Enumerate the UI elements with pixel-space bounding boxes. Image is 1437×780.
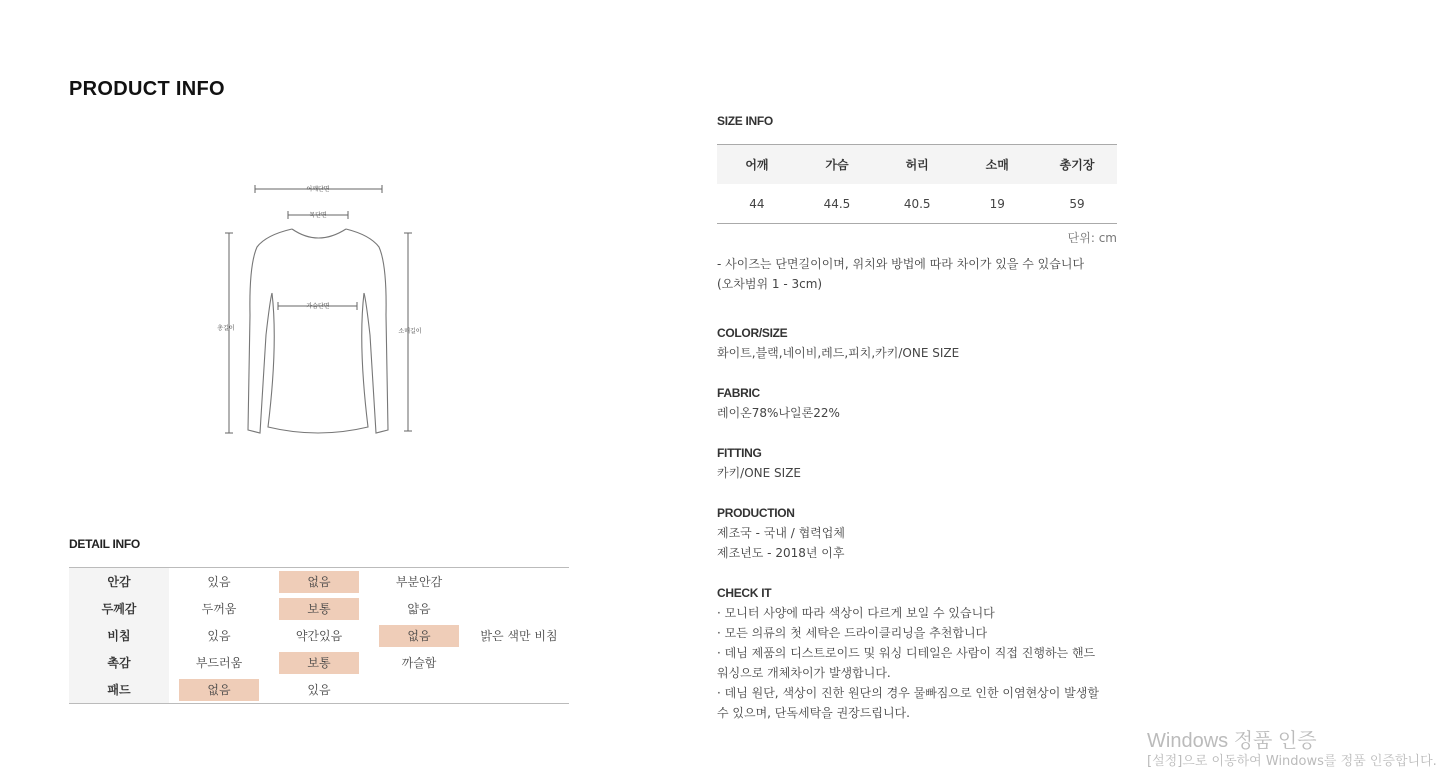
detail-option-cell (169, 676, 269, 704)
detail-row-label: 패드 (69, 676, 169, 704)
size-note-range: (오차범위 1 - 3cm) (717, 277, 823, 291)
detail-row (69, 595, 569, 622)
sleeve-label: 소매길이 (398, 328, 422, 335)
detail-option-cell (369, 595, 469, 622)
detail-option-cell (369, 568, 469, 596)
detail-option-cell (269, 649, 369, 676)
chest-label: 가슴단면 (306, 303, 330, 310)
size-note: - 사이즈는 단면길이이며, 위치와 방법에 따라 차이가 있을 수 있습니다 (717, 257, 1085, 271)
garment-size-diagram (200, 175, 440, 445)
detail-option-cell (369, 649, 469, 676)
detail-row-label: 촉감 (69, 649, 169, 676)
check-it-line: 수 있으며, 단독세탁을 권장드립니다. (717, 706, 910, 720)
size-column-header: 가슴 (797, 145, 877, 185)
size-value-cell: 19 (989, 196, 1005, 211)
size-column-header: 어깨 (717, 145, 797, 185)
detail-option: 까슬함 (401, 655, 437, 670)
color-size-title: COLOR/SIZE (717, 326, 788, 340)
detail-option-cell (169, 568, 269, 596)
detail-option: 두꺼움 (201, 601, 237, 616)
detail-option-cell (169, 649, 269, 676)
length-label: 총길이 (217, 325, 235, 332)
detail-option-cell (369, 676, 469, 704)
color-size-value: 화이트,블랙,네이비,레드,피치,카키/ONE SIZE (717, 346, 960, 360)
detail-row (69, 649, 569, 676)
page-title: PRODUCT INFO (69, 78, 225, 100)
detail-row-label: 두께감 (69, 595, 169, 622)
detail-option-cell (469, 595, 569, 622)
detail-row (69, 676, 569, 704)
size-table (717, 144, 1117, 224)
size-info-title: SIZE INFO (717, 114, 773, 128)
detail-option-selected: 없음 (179, 679, 259, 701)
detail-option-cell (469, 676, 569, 704)
detail-row (69, 568, 569, 596)
size-value-cell: 40.5 (903, 196, 931, 211)
neck-label: 목단면 (309, 212, 327, 219)
detail-option: 약간있음 (295, 628, 343, 643)
detail-option (479, 650, 559, 672)
size-value-cell: 44.5 (823, 196, 851, 211)
check-it-line: · 데님 제품의 디스트로이드 및 워싱 디테일은 사람이 직접 진행하는 핸드 (717, 646, 1096, 660)
detail-option-cell (269, 676, 369, 704)
fabric-value: 레이온78%나일론22% (717, 406, 840, 420)
detail-option: 밝은 색만 비침 (480, 628, 558, 643)
size-column-header: 소매 (957, 145, 1037, 185)
production-country: 제조국 - 국내 / 협력업체 (717, 526, 845, 540)
detail-option-cell (469, 622, 569, 649)
detail-option (479, 569, 559, 591)
fitting-title: FITTING (717, 446, 762, 460)
detail-option-cell (369, 622, 469, 649)
detail-option-selected: 보통 (279, 652, 359, 674)
detail-option-cell (269, 568, 369, 596)
detail-option: 부드러움 (195, 655, 243, 670)
detail-option: 있음 (207, 574, 231, 589)
detail-option-cell (469, 568, 569, 596)
os-activation-watermark: Windows 정품 인증 (1147, 730, 1317, 752)
production-year: 제조년도 - 2018년 이후 (717, 546, 845, 560)
os-activation-watermark-sub: [설정]으로 이동하여 Windows를 정품 인증합니다. (1147, 754, 1437, 769)
detail-option-cell (169, 622, 269, 649)
detail-option-cell (269, 595, 369, 622)
check-it-line: · 데님 원단, 색상이 진한 원단의 경우 물빠짐으로 인한 이염현상이 발생할 (717, 686, 1099, 700)
detail-option: 있음 (307, 682, 331, 697)
size-value-cell: 44 (749, 196, 765, 211)
detail-option (379, 677, 459, 699)
detail-row-label: 안감 (69, 568, 169, 596)
detail-option: 얇음 (407, 601, 431, 616)
check-it-title: CHECK IT (717, 586, 772, 600)
detail-info-title: DETAIL INFO (69, 537, 140, 551)
fitting-value: 카키/ONE SIZE (717, 466, 802, 480)
detail-option (479, 677, 559, 699)
detail-option-cell (169, 595, 269, 622)
size-unit: 단위: cm (1067, 231, 1117, 245)
check-it-line: 워싱으로 개체차이가 발생합니다. (717, 666, 891, 680)
detail-row (69, 622, 569, 649)
size-column-header: 허리 (877, 145, 957, 185)
size-value-cell: 59 (1069, 196, 1085, 211)
fabric-title: FABRIC (717, 386, 760, 400)
check-it-line: · 모든 의류의 첫 세탁은 드라이클리닝을 추천합니다 (717, 626, 988, 640)
size-column-header: 총기장 (1037, 145, 1117, 185)
detail-option (479, 596, 559, 618)
detail-option-selected: 없음 (379, 625, 459, 647)
detail-option-cell (269, 622, 369, 649)
detail-option-selected: 보통 (279, 598, 359, 620)
detail-row-label: 비침 (69, 622, 169, 649)
check-it-line: · 모니터 사양에 따라 색상이 다르게 보일 수 있습니다 (717, 606, 995, 620)
detail-info-table (69, 567, 569, 704)
production-title: PRODUCTION (717, 506, 795, 520)
detail-option-cell (469, 649, 569, 676)
shoulder-label: 어깨단면 (306, 186, 330, 193)
detail-option: 부분안감 (395, 574, 443, 589)
detail-option: 있음 (207, 628, 231, 643)
detail-option-selected: 없음 (279, 571, 359, 593)
